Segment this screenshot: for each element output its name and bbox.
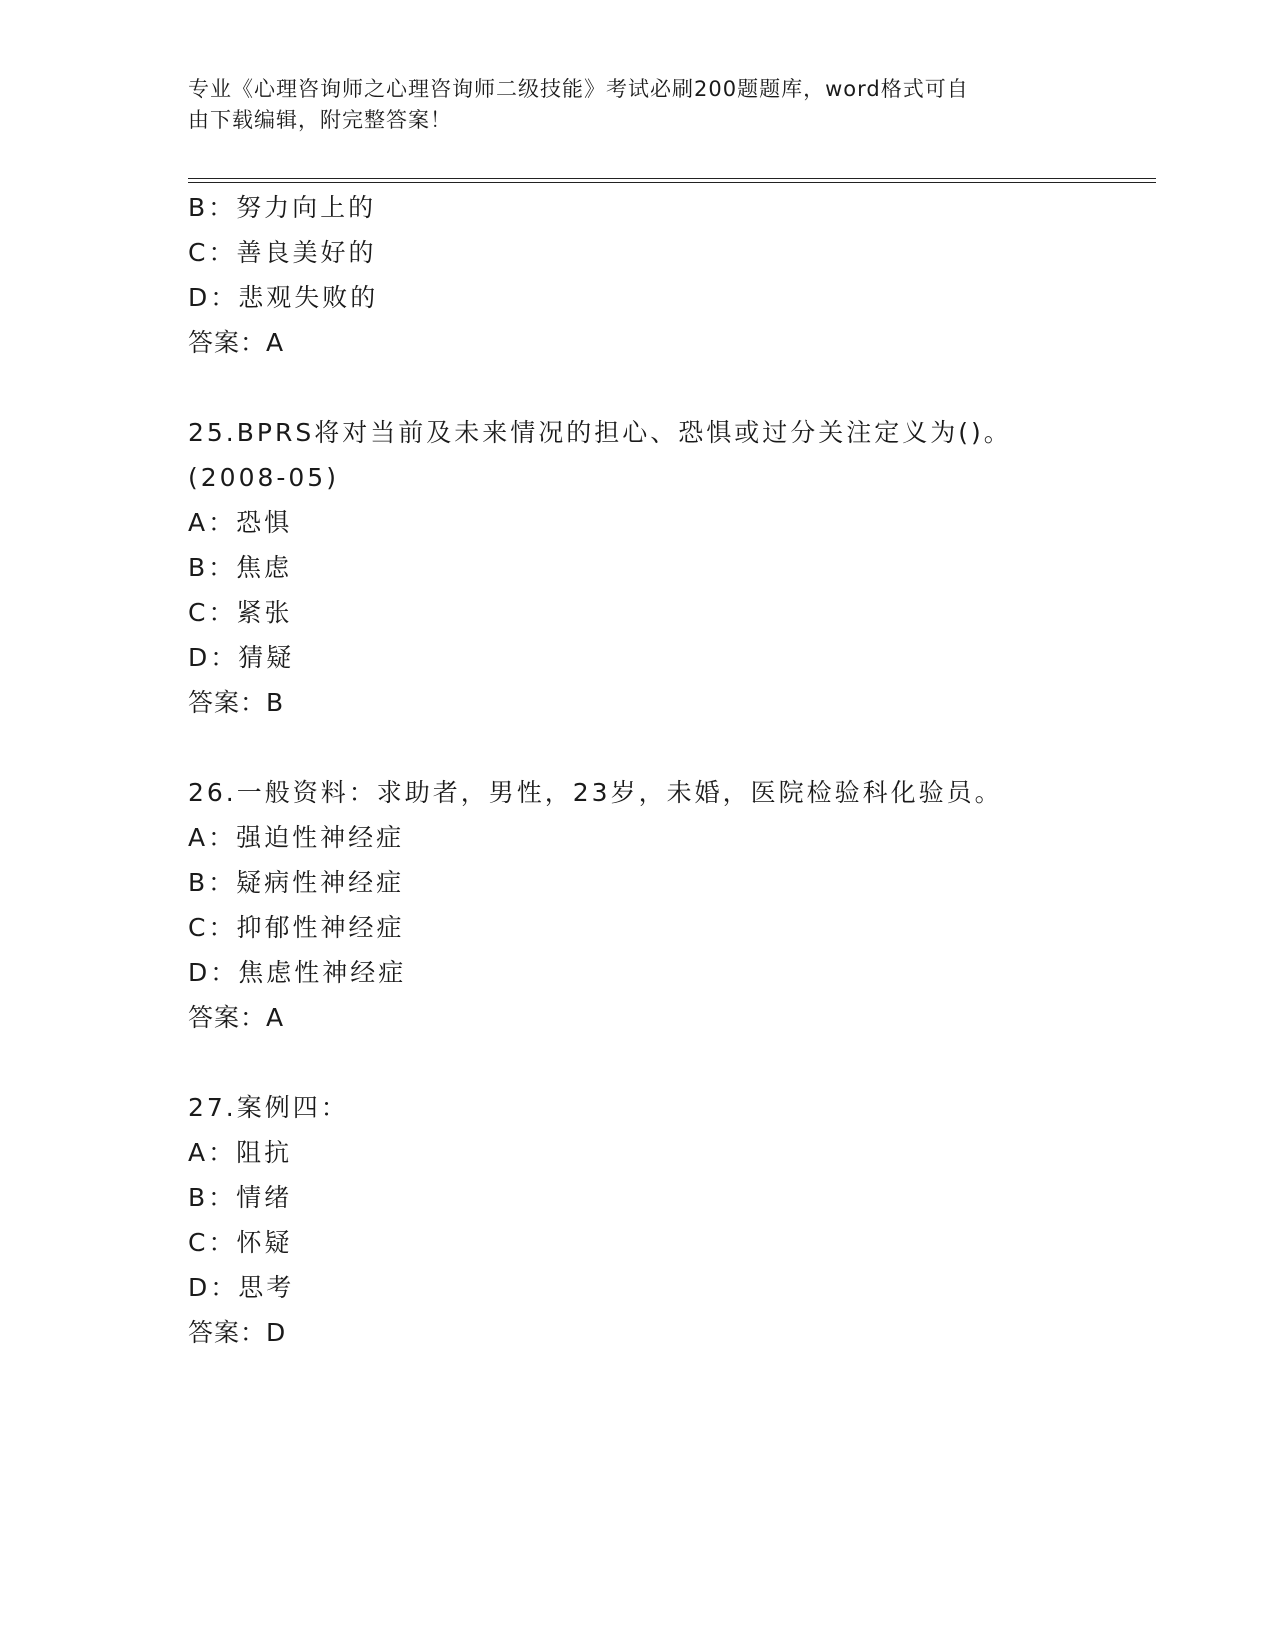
question-25-stem-date: (2008-05) (188, 463, 339, 492)
question-27-stem: 27.案例四： (188, 1093, 349, 1122)
option-c: C：善良美好的 (188, 238, 377, 267)
option-b: B：努力向上的 (188, 193, 377, 222)
answer-line: 答案：B (188, 688, 285, 717)
option-d: D：焦虑性神经症 (188, 958, 407, 987)
answer-line: 答案：D (188, 1318, 287, 1347)
header-divider-bottom (188, 182, 1156, 183)
option-b: B：疑病性神经症 (188, 868, 405, 897)
answer-line: 答案：A (188, 328, 285, 357)
option-a: A：强迫性神经症 (188, 823, 405, 852)
header-line-2: 由下载编辑，附完整答案！ (188, 108, 452, 132)
question-25-stem: 25.BPRS将对当前及未来情况的担心、恐惧或过分关注定义为()。 (188, 418, 1012, 447)
document-header (188, 74, 1068, 136)
option-d: D：思考 (188, 1273, 295, 1302)
option-a: A：阻抗 (188, 1138, 293, 1167)
option-d: D：悲观失败的 (188, 283, 379, 312)
header-line-1: 专业《心理咨询师之心理咨询师二级技能》考试必刷200题题库，word格式可自 (188, 77, 969, 101)
option-b: B：焦虑 (188, 553, 293, 582)
answer-line: 答案：A (188, 1003, 285, 1032)
option-c: C：紧张 (188, 598, 293, 627)
option-c: C：怀疑 (188, 1228, 293, 1257)
question-26-stem: 26.一般资料：求助者，男性，23岁，未婚，医院检验科化验员。 (188, 778, 1003, 807)
option-b: B：情绪 (188, 1183, 293, 1212)
option-a: A：恐惧 (188, 508, 293, 537)
option-d: D：猜疑 (188, 643, 295, 672)
option-c: C：抑郁性神经症 (188, 913, 405, 942)
header-divider-top (188, 178, 1156, 179)
